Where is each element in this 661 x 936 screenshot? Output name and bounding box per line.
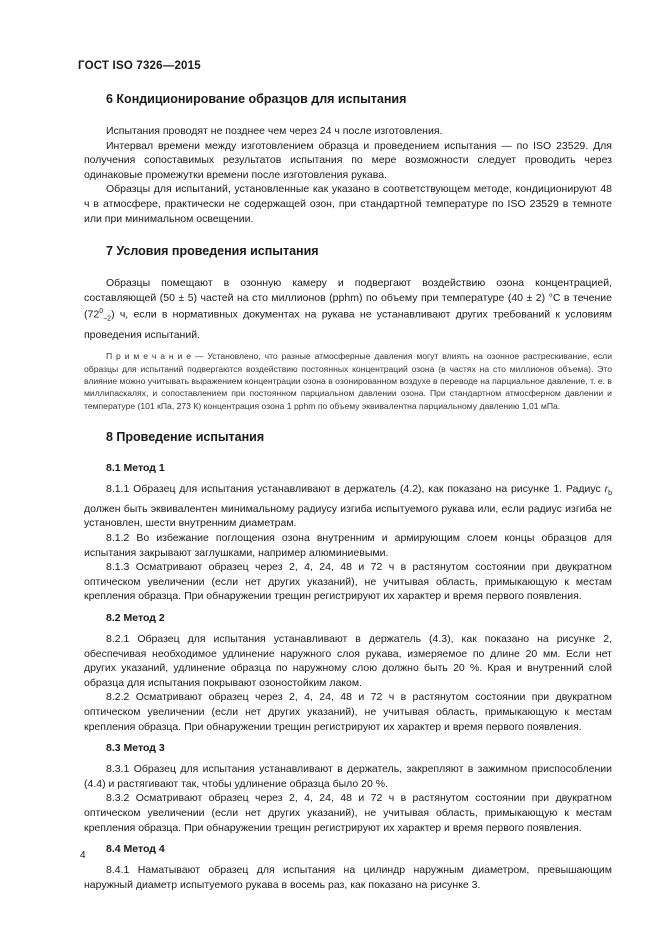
method-2-heading: 8.2 Метод 2 xyxy=(106,612,165,624)
document-header: ГОСТ ISO 7326—2015 xyxy=(78,60,201,72)
section-7-note: П р и м е ч а н и е — Установлено, что разные атмосферные давления могут влиять на озонное растрескивание, если образцы для испытаний подвергаются воздействию постоянных концентраций озона (в частях на сто миллионов объема). Это влияние можно учитывать выражением концентрации озона в озонированном воздухе в переводе на парциальное давление, т. е. в миллипаскалях, и сопоставлением при постоянном парциальном давлении озона. При стандартном атмосферном давлении и температуре (101 кПа, 273 К) концентрация озона 1 pphm по объему эквивалентна парциальному давлению 1,01 мПа. xyxy=(84,351,612,411)
method-3-heading: 8.3 Метод 3 xyxy=(106,742,165,755)
method-1-heading: 8.1 Метод 1 xyxy=(106,462,165,475)
section-8-heading: 8 Проведение испытания xyxy=(106,430,265,445)
section-6-heading: 6 Кондиционирование образцов для испытания xyxy=(106,92,407,106)
method-3-paragraph: 8.3.1 Образец для испытания устанавливают в держатель, закрепляют в зажимном приспособлении (4.4) и растягивают так, чтобы удлинение образца было 20 %. xyxy=(84,763,612,790)
method-1-paragraph: 8.1.3 Осматривают образец через 2, 4, 24, 48 и 72 ч в растянутом состоянии при двукратном оптическом увеличении (если нет других указаний), не учитывая область, примыкающую к местам крепления образца. При обнаружении трещин регистрируют их характер и время первого появления. xyxy=(84,561,612,603)
section-6-paragraph: Образцы для испытаний, установленные как указано в соответствующем методе, кондиционируют 48 ч в атмосфере, практически не содержащей озон, при стандартной температуре по ISO 23529 в темноте или при минимальном освещении. xyxy=(84,183,612,225)
method-4-heading: 8.4 Метод 4 xyxy=(106,843,165,856)
section-7-heading: 7 Условия проведения испытания xyxy=(106,244,319,259)
method-3-paragraph: 8.3.2 Осматривают образец через 2, 4, 24, 48 и 72 ч в растянутом состоянии при двукратном оптическом увеличении (если нет других указаний), не учитывая область, примыкающую к местам крепления образца. При обнаружении трещин регистрируют их характер и время первого появления. xyxy=(84,792,612,834)
section-6-paragraph: Интервал времени между изготовлением образца и проведением испытания — по ISO 23529. Для получения сопоставимых результатов испытания по мере возможности следует проводить через одинаковые промежутки времени после изготовления рукава. xyxy=(84,139,612,181)
method-2-paragraph: 8.2.1 Образец для испытания устанавливают в держатель (4.3), как показано на рисунке 2, обеспечивая необходимое удлинение наружного слоя рукава, измеряемое по длине 20 мм. Если нет других указаний, удлинение образца по наружному слою должно быть 20 %. Края и внутренний слой образца для испытания покрывают озоностойким лаком. xyxy=(84,633,612,689)
section-6-paragraph: Испытания проводят не позднее чем через 24 ч после изготовления. xyxy=(106,125,443,137)
page-content xyxy=(84,92,612,892)
method-4-paragraph: 8.4.1 Наматывают образец для испытания на цилиндр наружным диаметром, превышающим наружный диаметр испытуемого рукава в восемь раз, как показано на рисунке 3. xyxy=(84,864,612,891)
method-2-paragraph: 8.2.2 Осматривают образец через 2, 4, 24, 48 и 72 ч в растянутом состоянии при двукратном оптическом увеличении (если нет других указаний), не учитывая область, примыкающую к местам крепления образца. При обнаружении трещин регистрируют их характер и время первого появления. xyxy=(84,691,612,733)
section-7-paragraph: Образцы помещают в озонную камеру и подвергают воздействию озона концентрацией, составляющей (50 ± 5) частей на сто миллионов (pphm) по объему при температуре (40 ± 2) °С в течение $(72^0_{-2})$ ч, если в нормативных документах на рукава не устанавливают других требований к условиям проведения испытаний. xyxy=(84,277,612,341)
page-number: 4 xyxy=(80,850,86,861)
method-1-paragraph: 8.1.2 Во избежание поглощения озона внутренним и армирующим слоем концы образцов для испытания закрывают заглушками, например алюминиевыми. xyxy=(84,532,612,559)
method-1-paragraph: 8.1.1 Образец для испытания устанавливают в держатель (4.2), как показано на рисунке 1. Радиус $r_b$ должен быть эквивалентен минимальному радиусу изгиба испытуемого рукава или, если радиус изгиба не установлен, шести внутренним диаметрам. xyxy=(84,483,612,530)
